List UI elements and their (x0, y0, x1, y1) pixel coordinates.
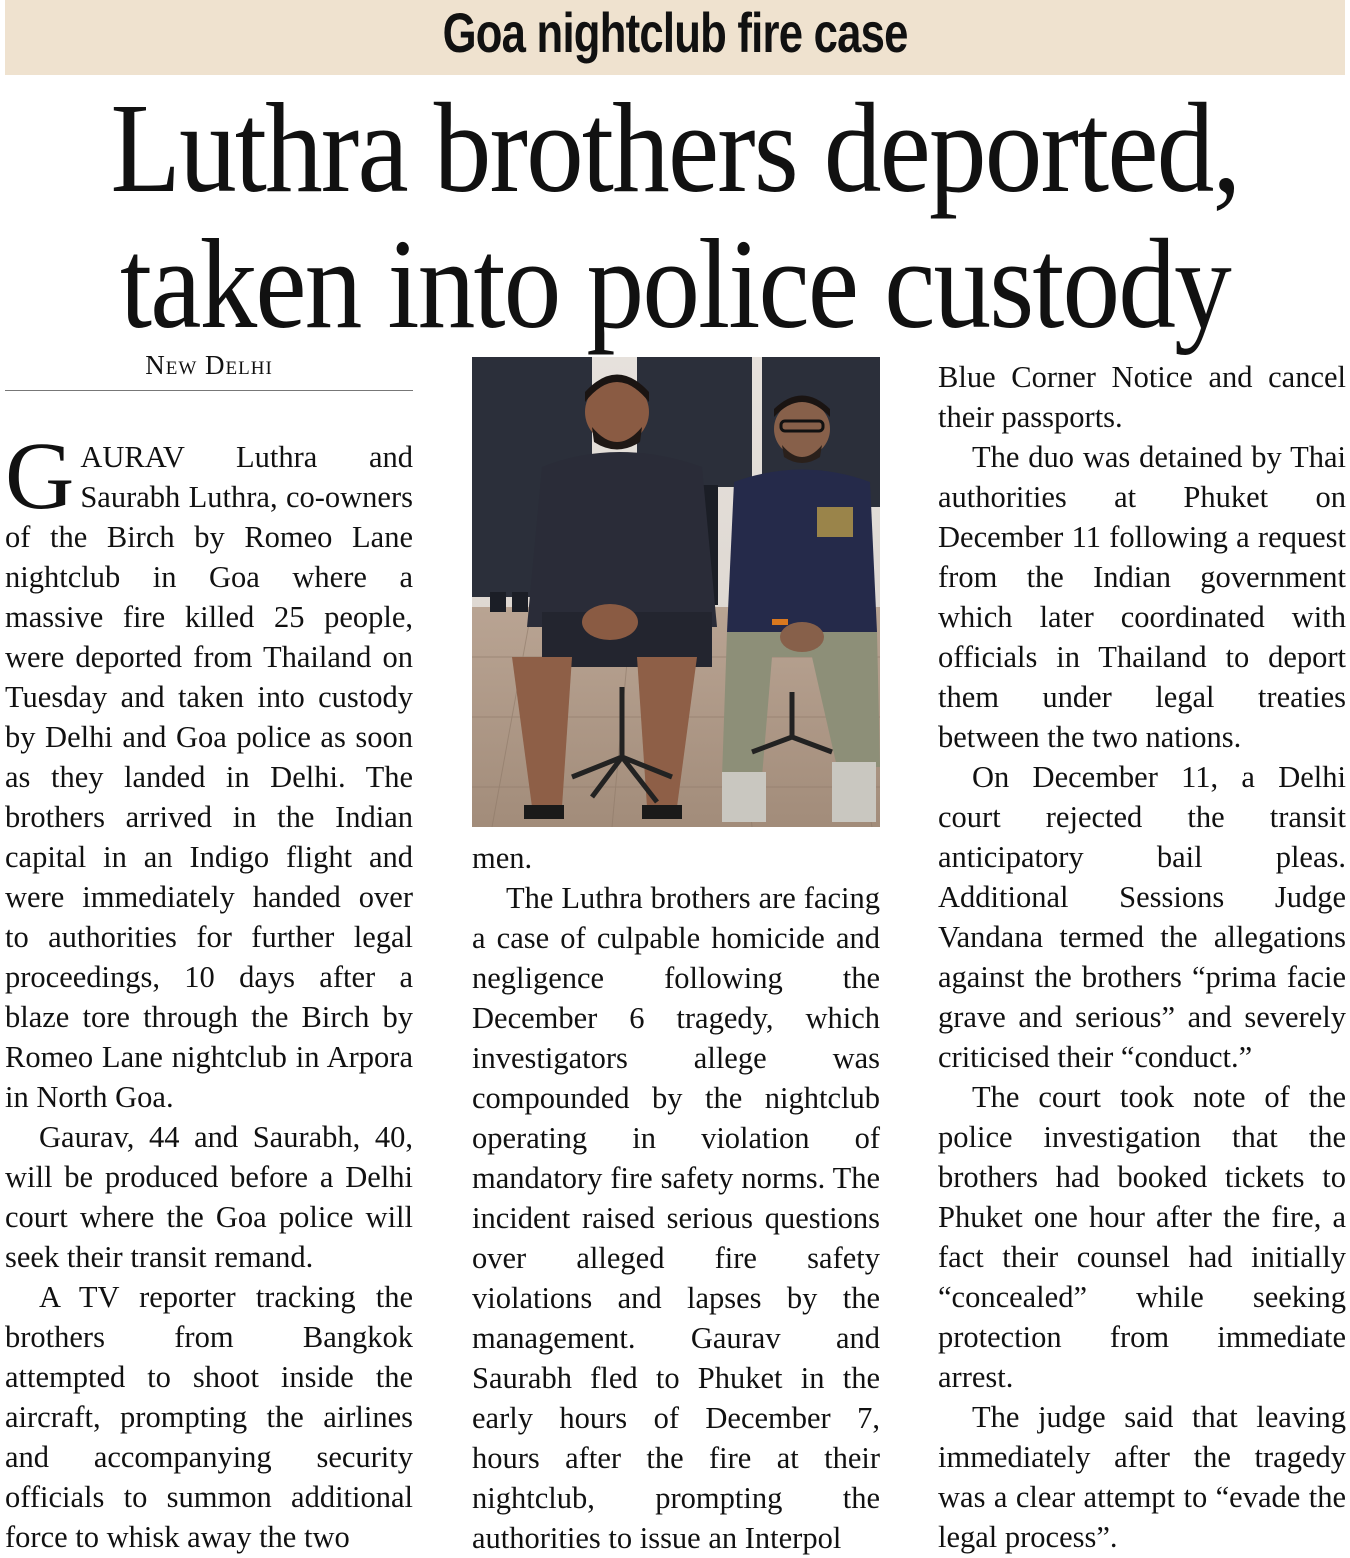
article-paragraph (5, 422, 413, 1117)
article-paragraph: The Luthra brothers are facing a case of culpable homicide and negligence following the December 6 tragedy, which investigators allege was compounded by the nightclub operating in violation of mandatory fire safety norms. The incident raised serious questions over alleged fire safety violations and lapses by the management. Gaurav and Saurabh fled to Phuket in the early hours of December 7, hours after the fire at their nightclub, prompting the authorities to issue an Interpol (472, 881, 880, 1555)
article-paragraph: The judge said that leaving immediately after the tragedy was a clear attempt to “evade the legal process”. (938, 1400, 1346, 1554)
article-column-2 (472, 838, 880, 1558)
headline (0, 77, 1350, 355)
paragraph-text: AURAV Luthra and Saurabh Luthra, co-owners of the Birch by Romeo Lane nightclub in Goa where a massive fire killed 25 people, were deported from Thailand on Tuesday and taken into custody by Delhi and Goa police as soon as they landed in Delhi. The brothers arrived in the Indian capital in an Indigo flight and were immediately handed over to authorities for further legal proceedings, 10 days after a blaze tore through the Birch by Romeo Lane nightclub in Arpora in North Goa. (5, 440, 413, 1114)
photo-illustration (472, 357, 880, 827)
drop-cap: G (5, 422, 75, 529)
article-paragraph: Gaurav, 44 and Saurabh, 40, will be produced before a Delhi court where the Goa police will seek their transit remand. (5, 1120, 413, 1274)
article-paragraph: A TV reporter tracking the brothers from Bangkok attempted to shoot inside the aircraft, prompting the airlines and accompanying security officials to summon additional force to whisk away the two (5, 1280, 413, 1554)
article-column-3 (938, 357, 1346, 1557)
article-column-1 (5, 422, 413, 1557)
news-photo (472, 357, 880, 827)
kicker-text: Goa nightclub fire case (442, 1, 908, 64)
article-paragraph: men. (472, 841, 533, 875)
article-paragraph: The court took note of the police investigation that the brothers had booked tickets to Phuket one hour after the fire, a fact their counsel had initially “concealed” while seeking protection from immediate arrest. (938, 1080, 1346, 1394)
article-paragraph: Blue Corner Notice and cancel their passports. (938, 360, 1346, 434)
headline-line-1: Luthra brothers deported, (110, 77, 1240, 219)
dateline-text: New Delhi (145, 350, 273, 380)
article-paragraph: The duo was detained by Thai authorities at Phuket on December 11 following a request from the Indian government which later coordinated with officials in Thailand to deport them under legal treaties between the two nations. (938, 440, 1346, 754)
article-paragraph: On December 11, a Delhi court rejected the transit anticipatory bail pleas. Additional Sessions Judge Vandana termed the allegations against the brothers “prima facie grave and serious” and severely criticised their “conduct.” (938, 760, 1346, 1074)
dateline (5, 344, 413, 391)
section-kicker (5, 0, 1345, 75)
headline-line-2: taken into police custody (120, 213, 1230, 355)
